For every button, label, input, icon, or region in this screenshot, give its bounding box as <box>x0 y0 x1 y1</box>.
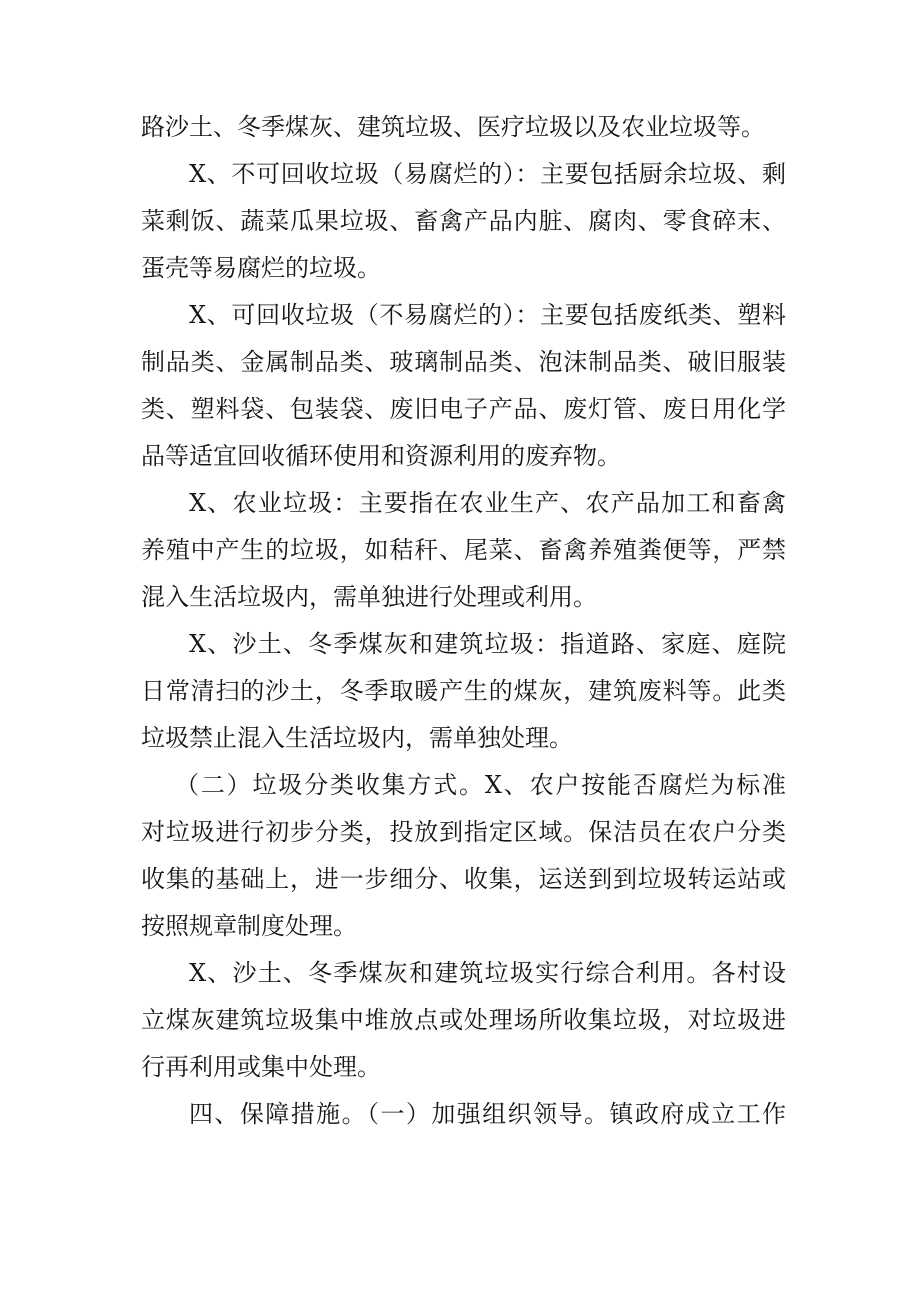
paragraph-start-line: X、沙土、冬季煤灰和建筑垃圾：指道路、家庭、庭院 <box>189 630 786 658</box>
paragraph-start-line: （二）垃圾分类收集方式。X、农户按能否腐烂为标准 <box>175 771 786 799</box>
paragraph-start-line: X、农业垃圾：主要指在农业生产、农产品加工和畜禽 <box>189 489 786 517</box>
text-line: 混入生活垃圾内，需单独进行处理或利用。 <box>141 583 597 611</box>
text-line: 类、塑料袋、包装袋、废旧电子产品、废灯管、废日用化学 <box>141 395 786 423</box>
paragraph-start-line: X、沙土、冬季煤灰和建筑垃圾实行综合利用。各村设 <box>189 959 786 987</box>
text-line: 菜剩饭、蔬菜瓜果垃圾、畜禽产品内脏、腐肉、零食碎末、 <box>141 207 786 235</box>
text-line: 制品类、金属制品类、玻璃制品类、泡沫制品类、破旧服装 <box>141 348 786 376</box>
text-line: 路沙土、冬季煤灰、建筑垃圾、医疗垃圾以及农业垃圾等。 <box>141 113 765 141</box>
paragraph-start-line: X、不可回收垃圾（易腐烂的）：主要包括厨余垃圾、剩 <box>189 160 786 188</box>
text-line: 垃圾禁止混入生活垃圾内，需单独处理。 <box>141 724 573 752</box>
text-line: 按照规章制度处理。 <box>141 912 357 940</box>
text-line: 行再利用或集中处理。 <box>141 1053 381 1081</box>
document-body <box>141 104 786 1138</box>
text-line: 立煤灰建筑垃圾集中堆放点或处理场所收集垃圾，对垃圾进 <box>141 1006 786 1034</box>
text-line: 品等适宜回收循环使用和资源利用的废弃物。 <box>141 442 621 470</box>
text-line: 养殖中产生的垃圾，如秸秆、尾菜、畜禽养殖粪便等，严禁 <box>141 536 786 564</box>
text-line: 蛋壳等易腐烂的垃圾。 <box>141 254 381 282</box>
text-line: 日常清扫的沙土，冬季取暖产生的煤灰，建筑废料等。此类 <box>141 677 786 705</box>
paragraph-start-line: 四、保障措施。（一）加强组织领导。镇政府成立工作 <box>189 1100 786 1128</box>
text-line: 收集的基础上，进一步细分、收集，运送到到垃圾转运站或 <box>141 865 786 893</box>
paragraph-start-line: X、可回收垃圾（不易腐烂的）：主要包括废纸类、塑料 <box>189 301 786 329</box>
text-line: 对垃圾进行初步分类，投放到指定区域。保洁员在农户分类 <box>141 818 786 846</box>
